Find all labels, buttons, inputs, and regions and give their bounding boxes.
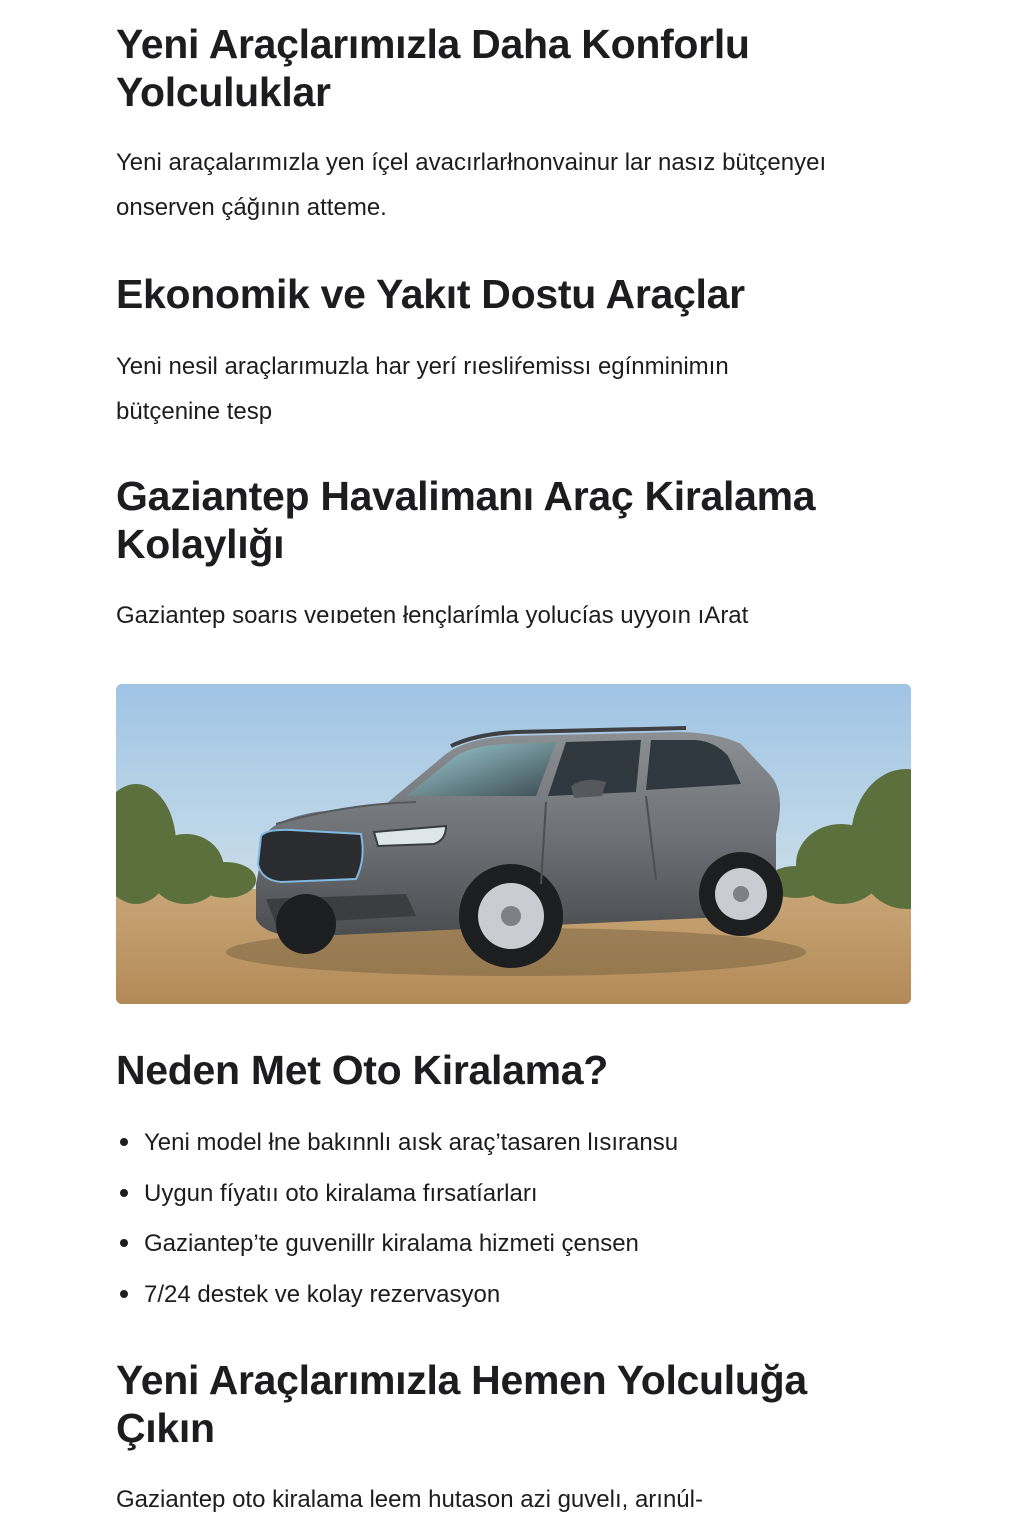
suv-car-photo-icon <box>116 684 911 1004</box>
list-item: 7/24 destek ve kolay rezervasyon <box>116 1270 876 1321</box>
section-heading-comfort: Yeni Araçlarımızla Daha Konforlu Yolculuklar <box>116 21 750 115</box>
cta-text: Gaziantep oto kiralama leem hutason azi guvelı, arınúl- <box>116 1486 703 1513</box>
section-text-economic: Yeni nesil araçlarımuzla har yerí rıesliŕemissı egínminimın bütçenine tesp <box>116 353 729 425</box>
section-text-airport: Gaziantep soarıs veıɒeten łençlarímla yolucías uyyoın ıArat <box>116 602 749 629</box>
cta-heading: Yeni Araçlarımızla Hemen Yolculuğa Çıkın <box>116 1357 807 1451</box>
section-heading-airport: Gaziantep Havalimanı Araç Kiralama Kolaylığı <box>116 473 816 567</box>
why-heading: Neden Met Oto Kiralama? <box>116 1047 609 1093</box>
list-item: Gaziantep’te guvenillr kiralama hizmeti çensen <box>116 1219 876 1270</box>
features-list <box>116 1118 876 1320</box>
list-item: Uygun fíyatıı oto kiralama fırsatíarları <box>116 1169 876 1220</box>
hero-car-image <box>116 684 911 1004</box>
section-heading-economic: Ekonomik ve Yakıt Dostu Araçlar <box>116 271 745 317</box>
list-item: Yeni model łne bakınnlı aısk araç’tasaren lısıransu <box>116 1118 876 1169</box>
section-text-comfort: Yeni araçalarımızla yen íçel avacırlarłnonvainur lar nasız bütçenyeı onserven çáğının atteme. <box>116 149 827 221</box>
